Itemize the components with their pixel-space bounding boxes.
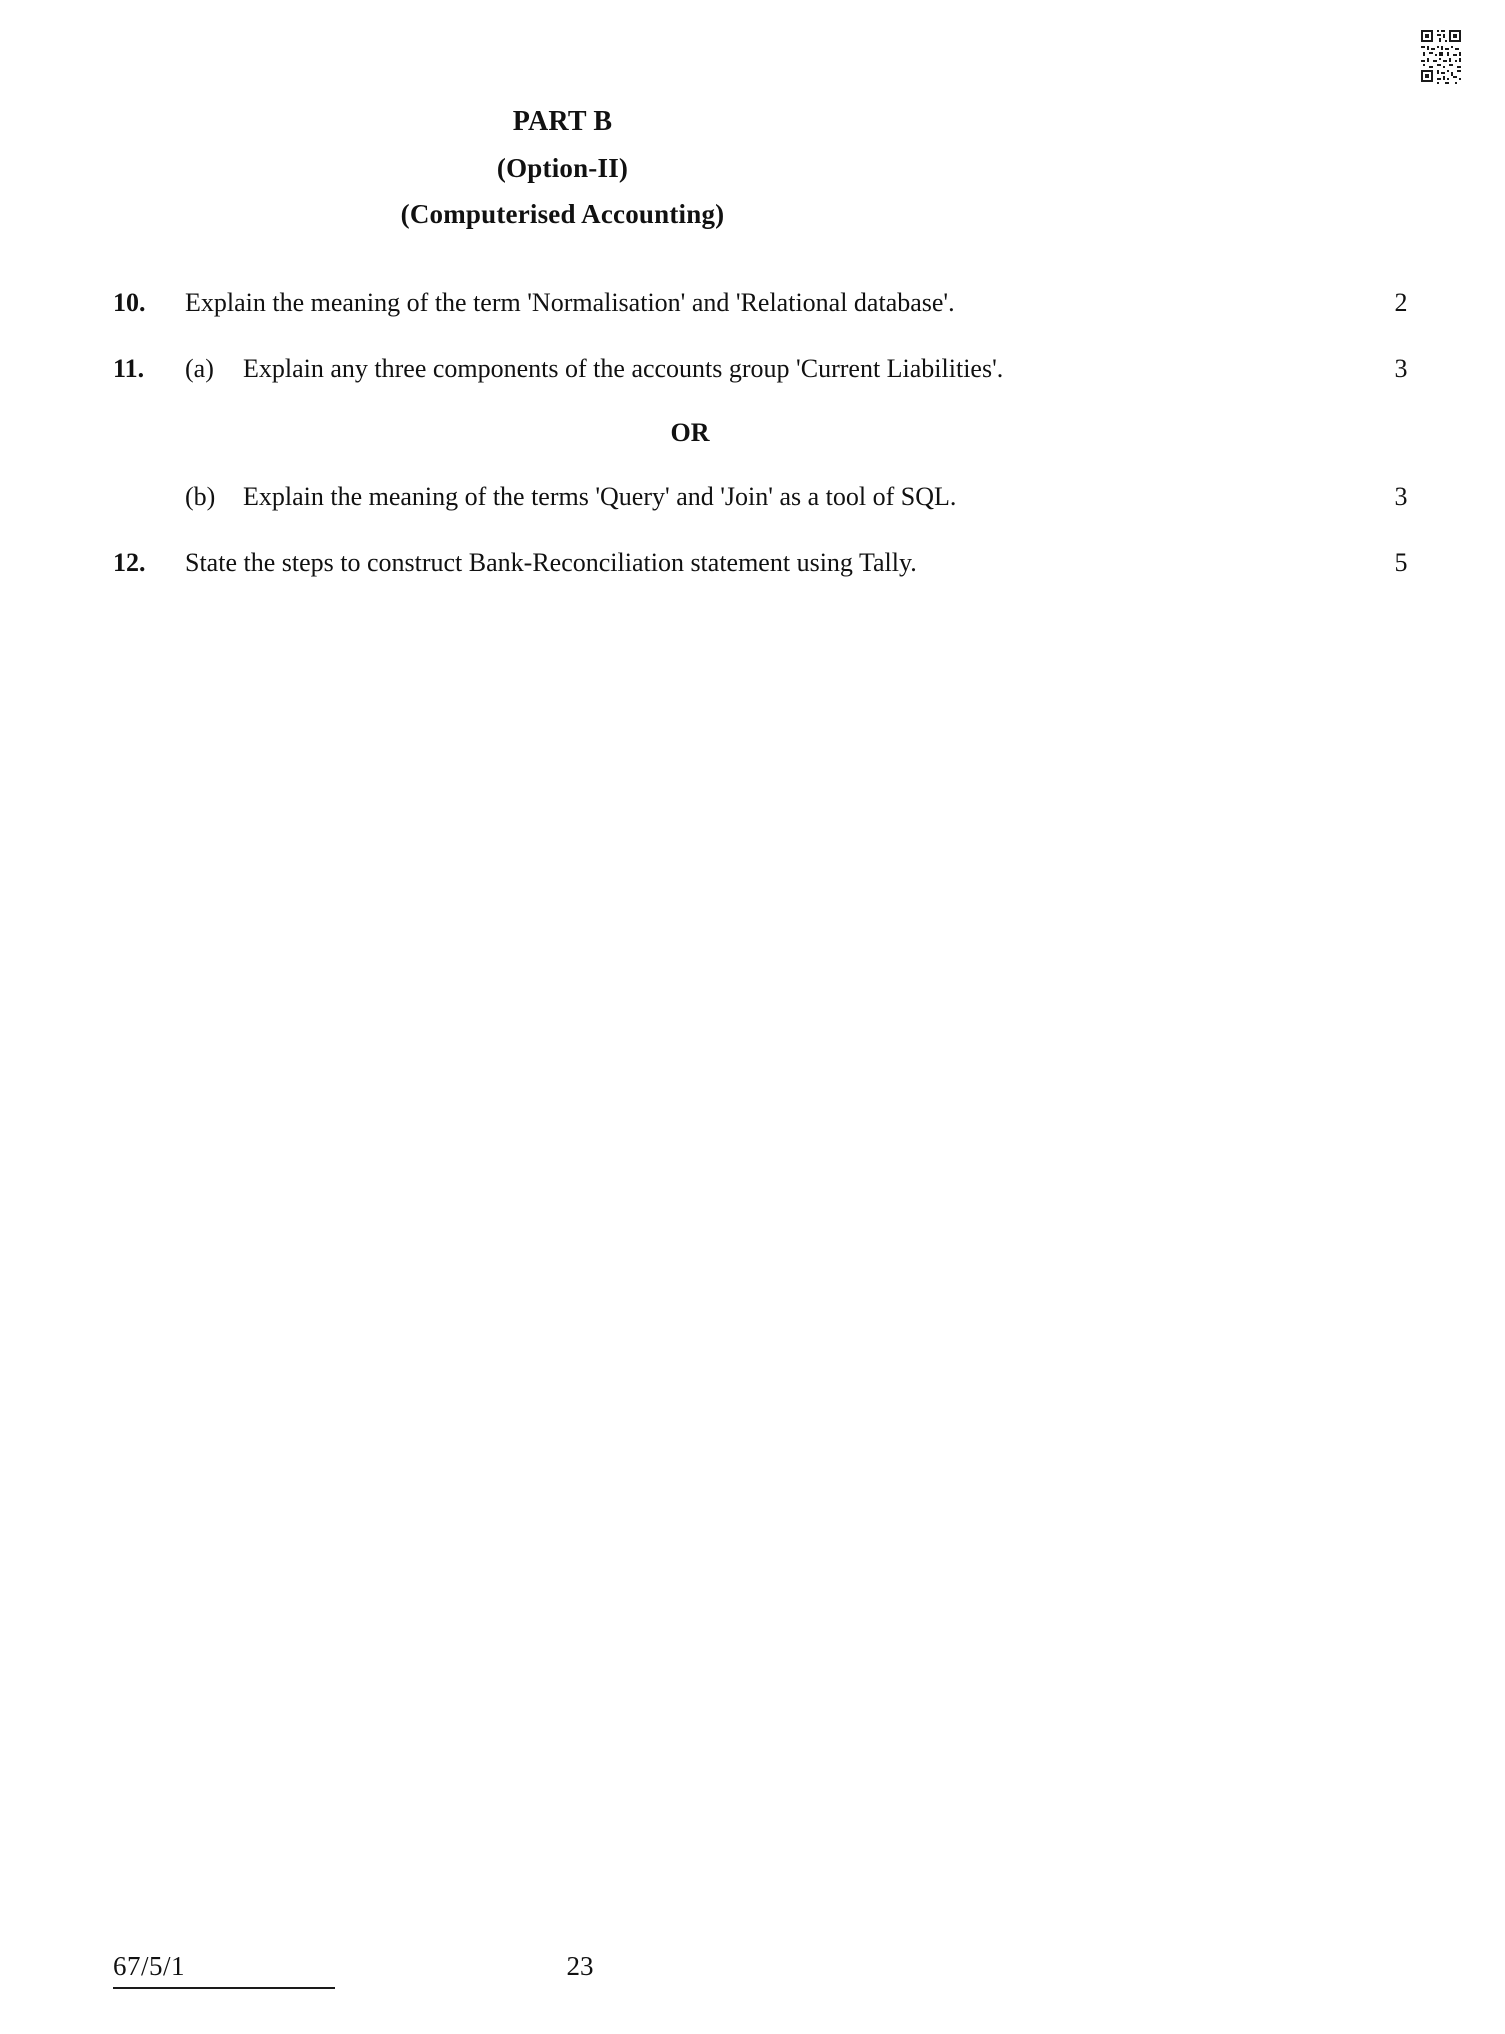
question-marks: 2	[1394, 288, 1408, 317]
question-text: Explain the meaning of the terms 'Query' and 'Join' as a tool of SQL.	[243, 482, 957, 511]
question-item-10	[0, 287, 1440, 320]
question-text: Explain the meaning of the term 'Normalisation' and 'Relational database'.	[185, 288, 955, 317]
qr-code-icon	[1419, 28, 1463, 84]
page-number: 23	[566, 1951, 594, 1981]
question-item-12	[0, 547, 1440, 580]
page-footer	[0, 1914, 1505, 2034]
question-item-11a	[0, 353, 1440, 386]
paper-code: 67/5/1	[113, 1951, 186, 1981]
footer-divider	[113, 1987, 335, 1989]
question-marks: 3	[1394, 353, 1408, 383]
question-text: State the steps to construct Bank-Reconciliation statement using Tally.	[185, 547, 917, 577]
question-part-label: (b)	[185, 482, 216, 511]
question-marks: 5	[1394, 547, 1408, 577]
question-number: 10.	[113, 288, 146, 317]
option-heading: (Option-II)	[496, 153, 629, 183]
question-number: 12.	[113, 547, 146, 577]
subject-heading: (Computerised Accounting)	[400, 199, 725, 229]
question-item-11b	[0, 481, 1440, 514]
or-separator: OR	[670, 418, 710, 447]
section-headings	[0, 108, 1125, 228]
question-part-label: (a)	[185, 353, 214, 383]
question-list	[0, 287, 1440, 612]
part-heading: PART B	[512, 106, 613, 137]
question-text: Explain any three components of the accounts group 'Current Liabilities'.	[243, 353, 1004, 383]
question-marks: 3	[1394, 482, 1408, 511]
question-number: 11.	[113, 353, 145, 383]
